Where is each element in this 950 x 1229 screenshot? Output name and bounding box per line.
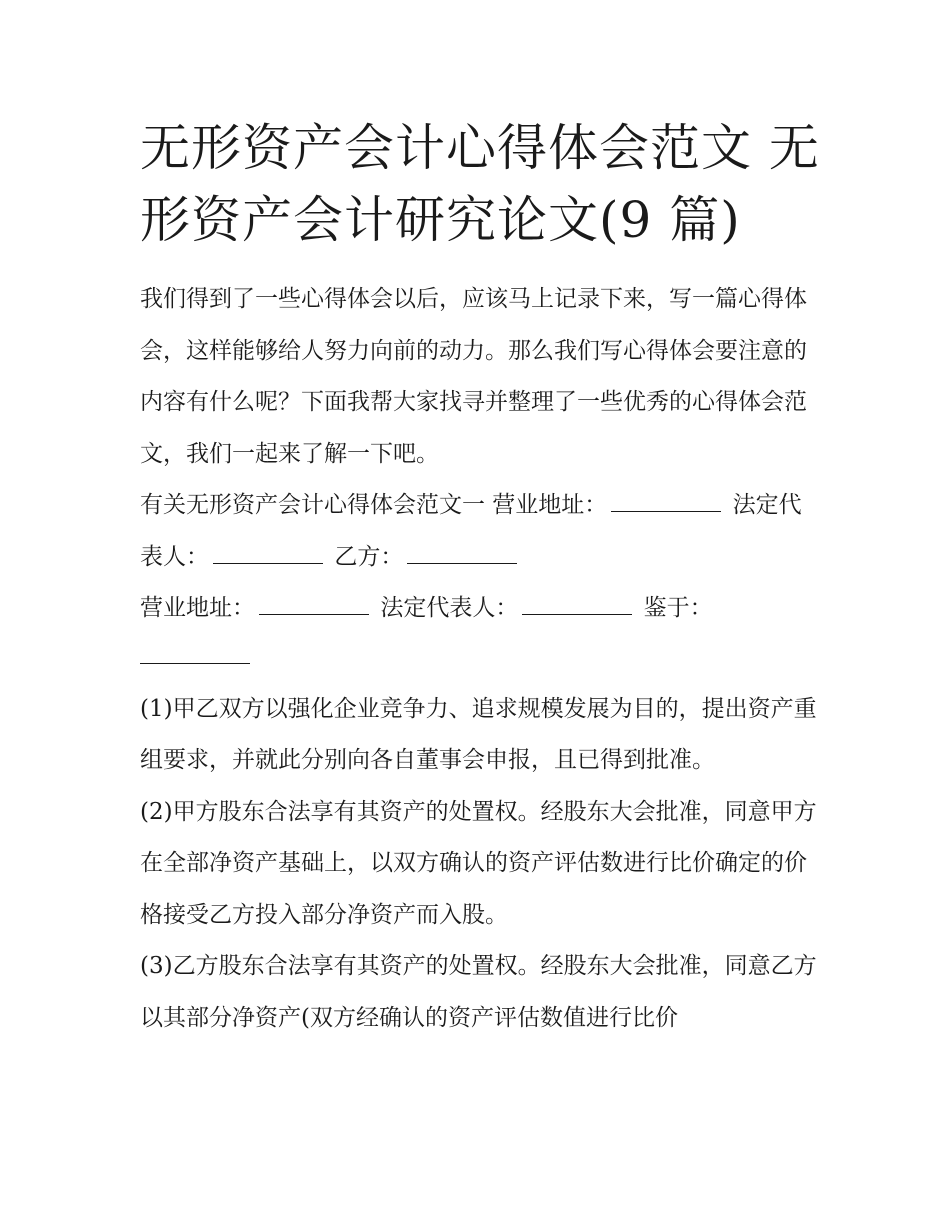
blank-field [407,545,517,564]
clause-3: (3)乙方股东合法享有其资产的处置权。经股东大会批准，同意乙方以其部分净资产(双方经确认的资产评估数值进行比价 [140,953,817,1031]
legal-rep-label: 法定代表人： [140,492,802,570]
whereas-label: 鉴于： [643,595,713,621]
blank-field [522,596,632,615]
blank-field [611,493,721,512]
legal-rep-label-b: 法定代表人： [380,595,519,621]
party-info-line-2 [140,583,820,635]
intro-paragraph: 我们得到了一些心得体会以后，应该马上记录下来，写一篇心得体会，这样能够给人努力向前的动力。那么我们写心得体会要注意的内容有什么呢？下面我帮大家找寻并整理了一些优秀的心得体会范文，我们一起来了解一下吧。 [140,286,807,467]
party-info-line-1 [140,480,820,583]
document-page [140,112,820,1044]
party-b-label: 乙方： [334,543,404,570]
party-a-address-label: 有关无形资产会计心得体会范文一 营业地址： [140,492,608,518]
document-title: 无形资产会计心得体会范文 无形资产会计研究论文(9 篇) [140,119,820,249]
blank-field [259,596,369,615]
clause-1: (1)甲乙双方以强化企业竞争力、追求规模发展为目的，提出资产重组要求，并就此分别向各自董事会申报，且已得到批准。 [140,695,817,773]
blank-field [213,545,323,564]
clause-2: (2)甲方股东合法享有其资产的处置权。经股东大会批准，同意甲方在全部净资产基础上，以双方确认的资产评估数进行比价确定的价格接受乙方投入部分净资产而入股。 [140,798,817,928]
blank-field [140,635,250,664]
party-b-address-label: 营业地址： [140,595,255,621]
